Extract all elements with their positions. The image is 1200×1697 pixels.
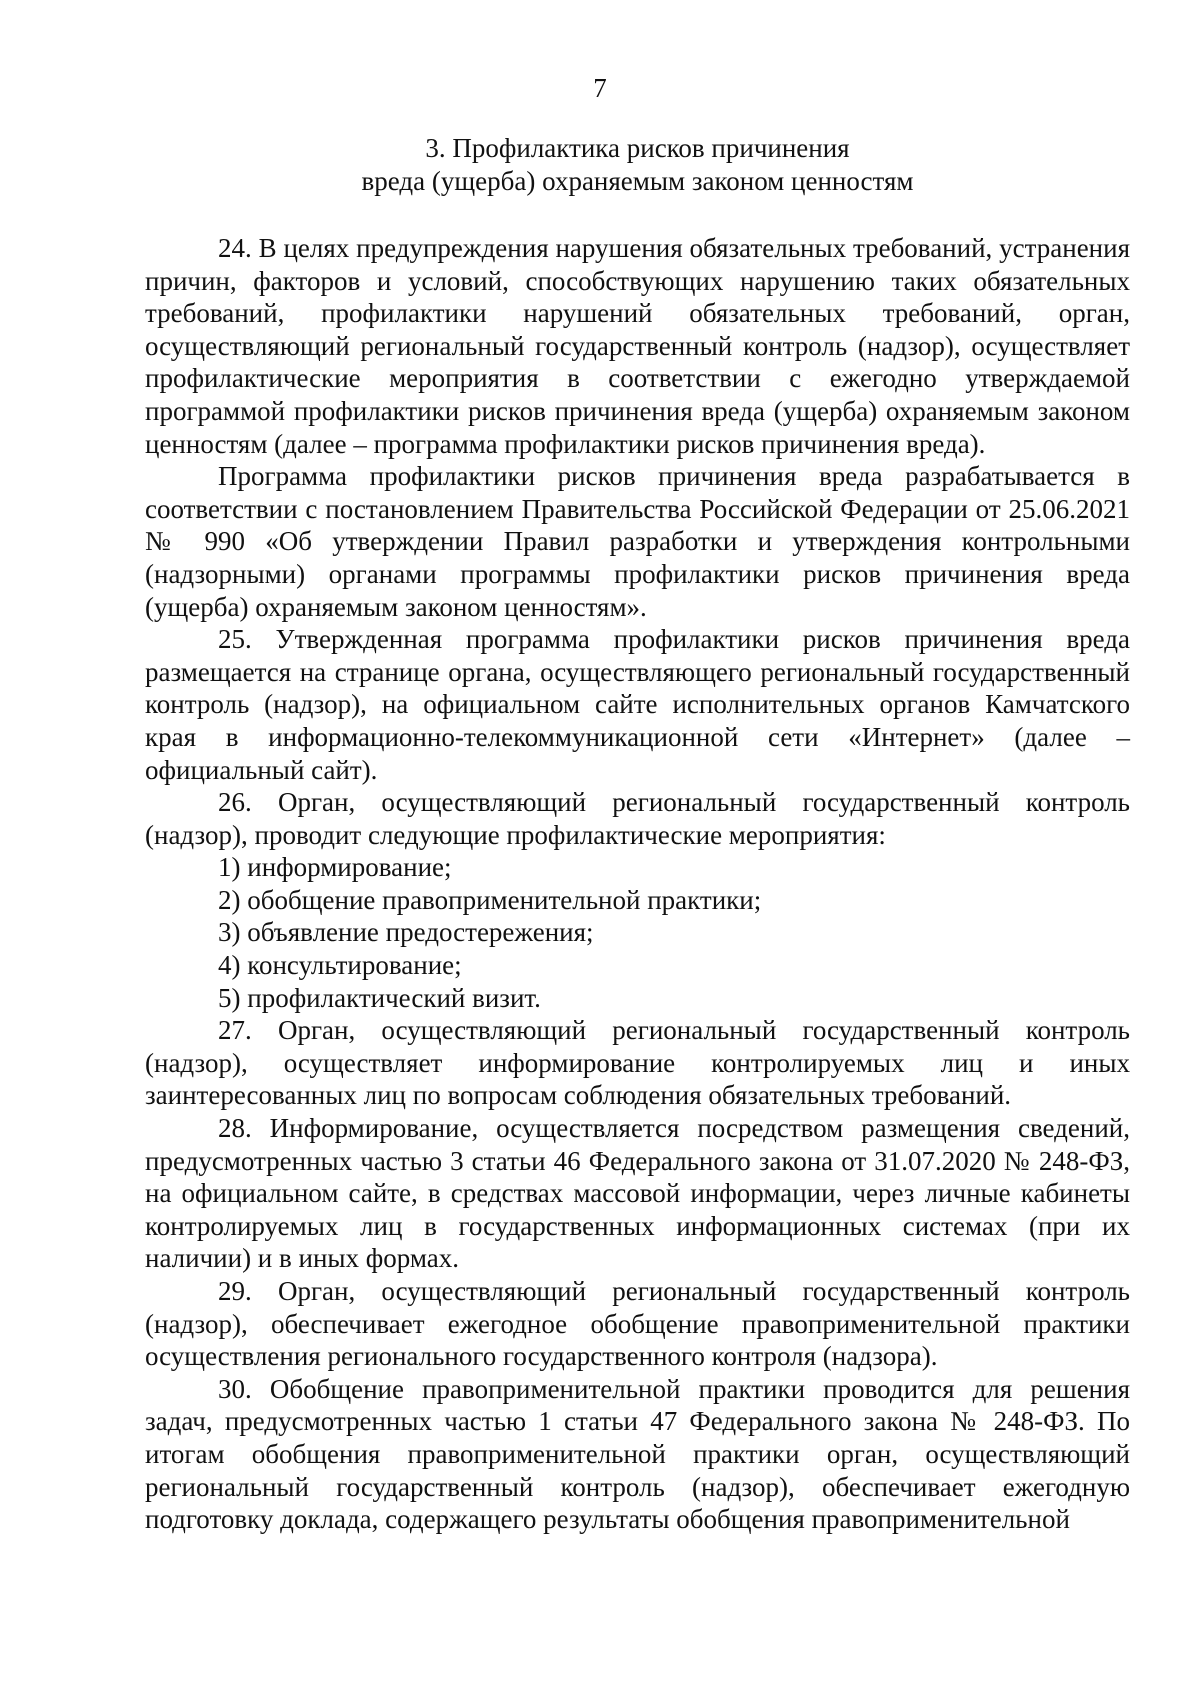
paragraph-27: 27. Орган, осуществляющий региональный государственный контроль (надзор), осуществляет информирование контролируемых лиц и иных заинтересованных лиц по вопросам соблюдения обязательных требований. xyxy=(145,1015,1130,1111)
section-heading-line-2: вреда (ущерба) охраняемым законом ценностям xyxy=(361,166,914,196)
paragraph-30: 30. Обобщение правоприменительной практики проводится для решения задач, предусмотренных частью 1 статьи 47 Федерального закона № 248-ФЗ. По итогам обобщения правоприменительной практики орган, осуществляющий региональный государственный контроль (надзор), обеспечивает ежегодную подготовку доклада, содержащего результаты обобщения правоприменительной xyxy=(145,1373,1130,1535)
section-heading xyxy=(145,132,1130,198)
list-item: 4) консультирование; xyxy=(218,950,462,981)
paragraph-29: 29. Орган, осуществляющий региональный государственный контроль (надзор), обеспечивает ежегодное обобщение правоприменительной практики осуществления регионального государственного контроля (надзора). xyxy=(145,1276,1130,1372)
list-item: 2) обобщение правоприменительной практики; xyxy=(218,884,762,915)
paragraph-26: 26. Орган, осуществляющий региональный государственный контроль (надзор), проводит следующие профилактические мероприятия: xyxy=(145,787,1130,850)
list-item: 3) объявление предостережения; xyxy=(218,917,594,948)
document-body xyxy=(145,232,1130,1536)
paragraph-28: 28. Информирование, осуществляется посредством размещения сведений, предусмотренных частью 3 статьи 46 Федерального закона от 31.07.2020 № 248-ФЗ, на официальном сайте, в средствах массовой информации, через личные кабинеты контролируемых лиц в государственных информационных системах (при их наличии) и в иных формах. xyxy=(145,1113,1130,1274)
list-item: 5) профилактический визит. xyxy=(218,982,541,1013)
paragraph-program: Программа профилактики рисков причинения вреда разрабатывается в соответствии с постановлением Правительства Российской Федерации от 25.06.2021 № 990 «Об утверждении Правил разработки и утверждения контрольными (надзорными) органами программы профилактики рисков причинения вреда (ущерба) охраняемым законом ценностям». xyxy=(145,461,1130,622)
paragraph-24: 24. В целях предупреждения нарушения обязательных требований, устранения причин, факторов и условий, способствующих нарушению таких обязательных требований, профилактики нарушений обязательных требований, орган, осуществляющий региональный государственный контроль (надзор), осуществляет профилактические мероприятия в соответствии с ежегодно утверждаемой программой профилактики рисков причинения вреда (ущерба) охраняемым законом ценностям (далее – программа профилактики рисков причинения вреда). xyxy=(145,233,1130,459)
page-number: 7 xyxy=(593,73,607,103)
section-heading-line-1: 3. Профилактика рисков причинения xyxy=(425,133,850,163)
measures-list xyxy=(145,851,1130,1014)
paragraph-25: 25. Утвержденная программа профилактики рисков причинения вреда размещается на странице органа, осуществляющего региональный государственный контроль (надзор), на официальном сайте исполнительных органов Камчатского края в информационно-телекоммуникационной сети «Интернет» (далее – официальный сайт). xyxy=(145,624,1130,785)
list-item: 1) информирование; xyxy=(218,852,452,883)
